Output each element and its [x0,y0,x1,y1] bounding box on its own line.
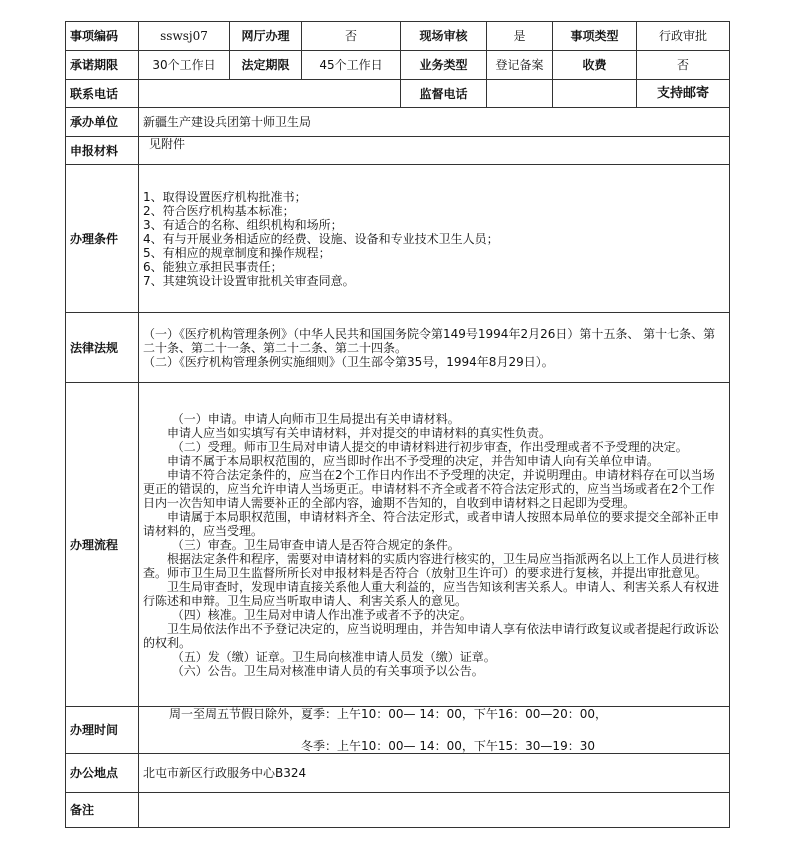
hours-text [139,707,730,754]
promise-value: 30个工作日 [139,51,230,80]
supervise-value [487,80,553,108]
process-label: 办理流程 [66,383,139,707]
item-type-label: 事项类型 [553,22,637,51]
legal-label: 法定期限 [230,51,302,80]
process-para: 卫生局依法作出不予登记决定的，应当说明理由，并告知申请人享有依法申请行政复议或者提起行政诉讼的权利。 [143,621,720,650]
supervise-value-extra [553,80,637,108]
supervise-label: 监督电话 [401,80,487,108]
row-remarks [66,793,730,828]
law-text [139,313,730,383]
row-unit [66,108,730,137]
phone-label: 联系电话 [66,80,139,108]
materials-value: 见附件 [139,137,730,165]
biz-type-value: 登记备案 [487,51,553,80]
process-para: （四）核准。卫生局对申请人作出准予或者不予的决定。 [171,607,472,622]
process-text [139,383,730,707]
item-code-label: 事项编码 [66,22,139,51]
location-label: 办公地点 [66,754,139,793]
process-para: （六）公告。卫生局对核准申请人员的有关事项予以公告。 [171,663,484,678]
materials-label: 申报材料 [66,137,139,165]
conditions-list [139,165,730,313]
item-code-value: sswsj07 [139,22,230,51]
condition-item: 2、符合医疗机构基本标准； [143,203,295,218]
law-item: （一）《医疗机构管理条例》（中华人民共和国国务院令第149号1994年2月26日）第十五条、 第十七条、第二十条、第二十一条、第二十二条、第二十四条。 [143,326,716,355]
promise-label: 承诺期限 [66,51,139,80]
process-para: （三）审查。卫生局审查申请人是否符合规定的条件。 [171,537,460,552]
law-label: 法律法规 [66,313,139,383]
process-para: （二）受理。师市卫生局对申请人提交的申请材料进行初步审查，作出受理或者不予受理的决定。 [171,439,688,454]
fee-label: 收费 [553,51,637,80]
item-type-value: 行政审批 [637,22,730,51]
process-para: 根据法定条件和程序，需要对申请材料的实质内容进行核实的，卫生局应当指派两名以上工作人员进行核查。师市卫生局卫生监督所所长对申报材料是否符合（放射卫生许可）的要求进行复核，并提出审批意见。 [143,551,720,580]
service-item-table [65,21,730,828]
law-item: （二）《医疗机构管理条例实施细则》（卫生部令第35号，1994年8月29日）。 [143,354,554,369]
mail-label-cell [637,80,730,108]
hours-summer: 周一至周五节假日除外，夏季：上午10：00— 14：00，下午16：00—20：00， [169,707,607,721]
condition-item: 1、取得设置医疗机构批准书； [143,189,307,204]
unit-label: 承办单位 [66,108,139,137]
location-value: 北屯市新区行政服务中心B324 [139,754,730,793]
mail-label: 支持邮寄 [656,86,709,101]
onsite-value: 是 [487,22,553,51]
process-para: 申请不属于本局职权范围的，应当即时作出不予受理的决定，并告知申请人向有关单位申请。 [167,453,660,468]
row-location [66,754,730,793]
row-deadlines [66,51,730,80]
condition-item: 4、有与开展业务相适应的经费、设施、设备和专业技术卫生人员； [143,231,499,246]
process-para: 卫生局审查时，发现申请直接关系他人重大利益的，应当告知该利害关系人。申请人、利害关系人有权进行陈述和申辩。卫生局应当听取申请人、利害关系人的意见。 [143,579,720,608]
condition-item: 5、有相应的规章制度和操作规程； [143,245,331,260]
conditions-label: 办理条件 [66,165,139,313]
hours-winter: 冬季：上午10：00— 14：00，下午15：30—19：30 [301,739,595,753]
unit-value: 新疆生产建设兵团第十师卫生局 [139,108,730,137]
condition-item: 6、能独立承担民事责任； [143,259,283,274]
row-phones [66,80,730,108]
row-materials [66,137,730,165]
condition-item: 3、有适合的名称、组织机构和场所； [143,217,343,232]
process-para: 申请人应当如实填写有关申请材料，并对提交的申请材料的真实性负责。 [167,425,552,440]
process-para: （五）发（缴）证章。卫生局向核准申请人员发（缴）证章。 [171,649,496,664]
row-hours [66,707,730,754]
remarks-value [139,793,730,828]
remarks-label: 备注 [66,793,139,828]
fee-value: 否 [637,51,730,80]
hours-label: 办理时间 [66,707,139,754]
row-item-info [66,22,730,51]
biz-type-label: 业务类型 [401,51,487,80]
onsite-label: 现场审核 [401,22,487,51]
online-label: 网厅办理 [230,22,302,51]
legal-value: 45个工作日 [302,51,401,80]
process-para: （一）申请。申请人向师市卫生局提出有关申请材料。 [171,411,460,426]
process-para: 申请不符合法定条件的，应当在2个工作日内作出不予受理的决定，并说明理由。申请材料存在可以当场更正的错误的，应当允许申请人当场更正。申请材料不齐全或者不符合法定形式的，应当当场或者在2个工作日内一次告知申请人需要补正的全部内容，逾期不告知的，自收到申请材料之日起即为受理。 [143,467,715,510]
process-para: 申请属于本局职权范围，申请材料齐全、符合法定形式，或者申请人按照本局单位的要求提交全部补正申请材料的，应当受理。 [143,509,720,538]
row-process [66,383,730,707]
phone-value [139,80,401,108]
online-value: 否 [302,22,401,51]
row-conditions [66,165,730,313]
row-law [66,313,730,383]
condition-item: 7、其建筑设计设置审批机关审查同意。 [143,273,355,288]
